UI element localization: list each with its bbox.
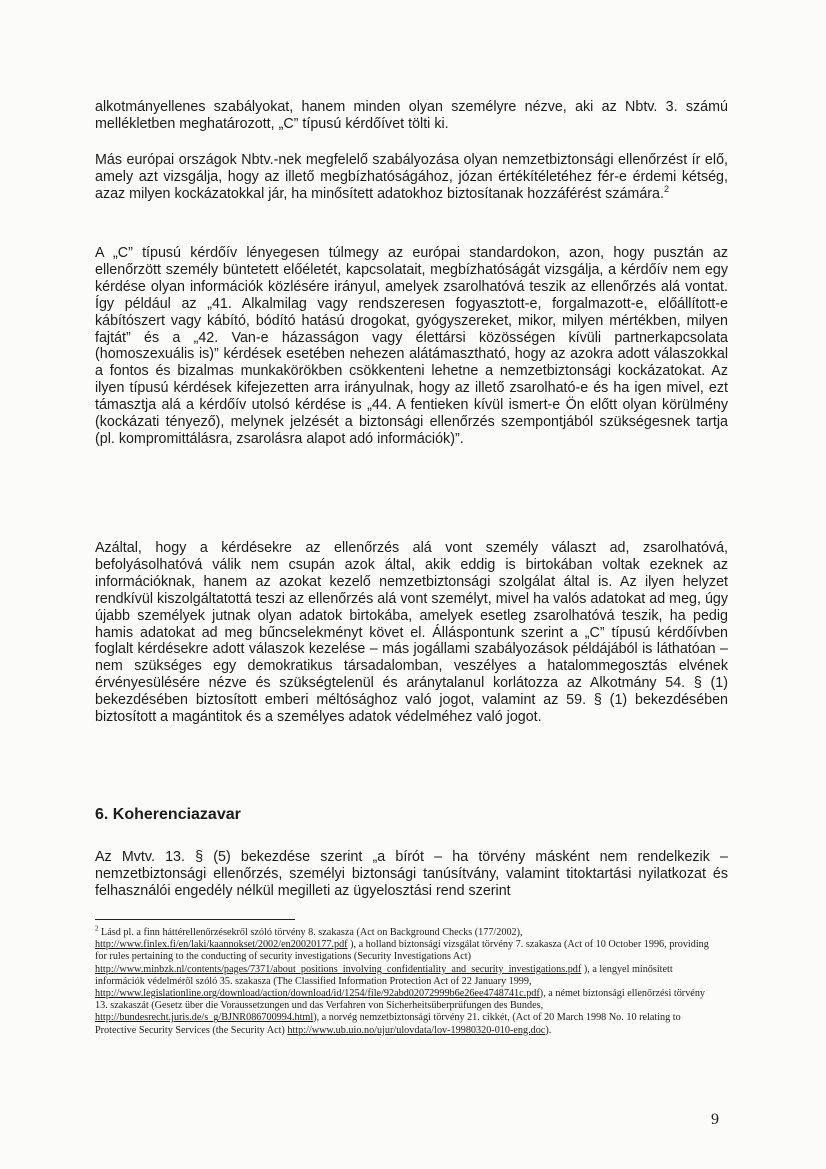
footnote [95,924,712,1037]
footnote-text-1: Lásd pl. a finn háttérellenőrzésekről szóló törvény 8. szakasza (Act on Background Checks (177/2002), [98,927,523,938]
paragraph-1: alkotmányellenes szabályokat, hanem minden olyan személyre nézve, aki az Nbtv. 3. számú mellékletben meghatározott, „C” típusú kérdőívet tölti ki. [95,99,728,132]
page-number: 9 [711,1111,719,1128]
footnote-text-4: ), a német biztonsági ellenőrzési törvény 13. szakaszát (Gesetz über die Voraussetzungen und das Verfahren von Sicherheitsüberprüfungen des Bundes, [95,988,706,1012]
footnote-text-3: ), a lengyel minősített információk védelméről szóló 35. szakasza (The Classified Information Protection Act of 22 January 1999, [95,963,673,987]
section-heading: 6. Koherenciazavar [95,806,241,823]
footnote-link-legislationline[interactable]: http://www.legislationline.org/download/action/download/id/1254/file/92abd02072999b6e26ee4748741c.pdf [95,988,540,1000]
footnote-link-finlex[interactable]: http://www.finlex.fi/en/laki/kaannokset/2002/en20020177.pdf [95,939,348,951]
paragraph-3: A „C” típusú kérdőív lényegesen túlmegy az európai standardokon, azon, hogy pusztán az ellenőrzött személy büntetett előéletét, kapcsolatait, megbízhatóságát vizsgálja, a kérdőív nem egy kérdése olyan információk közlésére irányul, amelyek zsarolhatóvá teszik az ellenőrzés alá vontat. Így például az „41. Alkalmilag vagy rendszeresen fogyasztott-e, forgalmazott-e, előállított-e kábítószert vagy kábító, bódító hatású drogokat, gyógyszereket, mikor, milyen mértékben, milyen fajtát” és a „42. Van-e házasságon vagy élettársi közösségen kívüli partnerkapcsolata (homoszexuális is)” kérdések esetében nehezen alátámasztható, hogy az azokra adott válaszokkal a fontos és bizalmas munkakörökben csökkenteni lehetne a nemzetbiztonsági kockázatokat. Az ilyen típusú kérdések kifejezetten arra irányulnak, hogy az illető zsarolható-e és ha igen mivel, ezt támasztja alá a kérdőív utolsó kérdése is „44. A fentieken kívül ismert-e Ön előtt olyan körülmény (kockázati tényező), melynek jelzését a biztonsági ellenőrzés szempontjából szükségesnek tartja (pl. kompromittálásra, zsarolásra alapot adó információk)”. [95,245,728,447]
footnote-text-5: ), a norvég nemzetbiztonsági törvény 21. cikkét, (Act of 20 March 1998 No. 10 relating to Protective Security Services (the Security Act) [95,1012,681,1036]
footnote-link-uio[interactable]: http://www.ub.uio.no/ujur/ulovdata/lov-19980320-010-eng.doc [287,1024,546,1036]
footnote-link-bundesrecht[interactable]: http://bundesrecht.juris.de/s_g/BJNR086700994.html [95,1012,314,1024]
paragraph-5: Az Mvtv. 13. § (5) bekezdése szerint „a bírót – ha törvény másként nem rendelkezik – nemzetbiztonsági ellenőrzés, személyi biztonsági tanúsítvány, valamint titoktartási nyilatkozat és felhasználói engedély nélkül megilleti az ügyelosztási rend szerint [95,849,728,899]
paragraph-4: Azáltal, hogy a kérdésekre az ellenőrzés alá vont személy választ ad, zsarolhatóvá, befolyásolhatóvá válik nem csupán azok által, akik eddig is birtokában voltak ezeknek az információknak, hanem az azokat kezelő nemzetbiztonsági szolgálat által is. Az ilyen helyzet rendkívül kiszolgáltatottá teszi az ellenőrzés alá vont személyt, mivel ha valós adatokat ad meg, úgy újabb személyek jutnak olyan adatok birtokába, amelyek esetleg zsarolhatóvá teszik, ha pedig hamis adatokat ad meg bűncselekményt követ el. Álláspontunk szerint a „C” típusú kérdőívben foglalt kérdésekre adott válaszok kezelése – más jogállami szabályozások példájából is láthatóan – nem szükséges egy demokratikus társadalomban, veszélyes a hatalommegosztás elvének érvényesülésére nézve és szükségtelenül és aránytalanul korlátozza az Alkotmány 54. § (1) bekezdésében biztosított emberi méltósághoz való jogot, valamint az 59. § (1) bekezdésében biztosított a magántitok és a személyes adatok védelméhez való jogot. [95,540,728,726]
footnote-link-minbzk[interactable]: http://www.minbzk.nl/contents/pages/7371/about_positions_involving_confidentiality_and_security_investigations.pdf [95,963,582,975]
paragraph-2 [95,152,728,203]
footnote-text-6: ). [545,1024,552,1036]
paragraph-2-text: Más európai országok Nbtv.-nek megfelelő szabályozása olyan nemzetbiztonsági ellenőrzést ír elő, amely azt vizsgálja, hogy az illető megbízhatóságához, józan értékítéletéhez fér-e érdemi kétség, azaz milyen kockázatokkal jár, ha minősített adatokhoz biztosítanak hozzáférést számára. [95,152,728,202]
footnote-text-2: ), a holland biztonsági vizsgálat törvény 7. szakasza (Act of 10 October 1996, providing for rules pertaining to the conducting of security investigations (Security Investigations Act) [95,939,709,963]
footnote-number: 2 [95,924,99,933]
footnote-separator [95,919,295,920]
footnote-reference[interactable]: 2 [663,184,669,195]
